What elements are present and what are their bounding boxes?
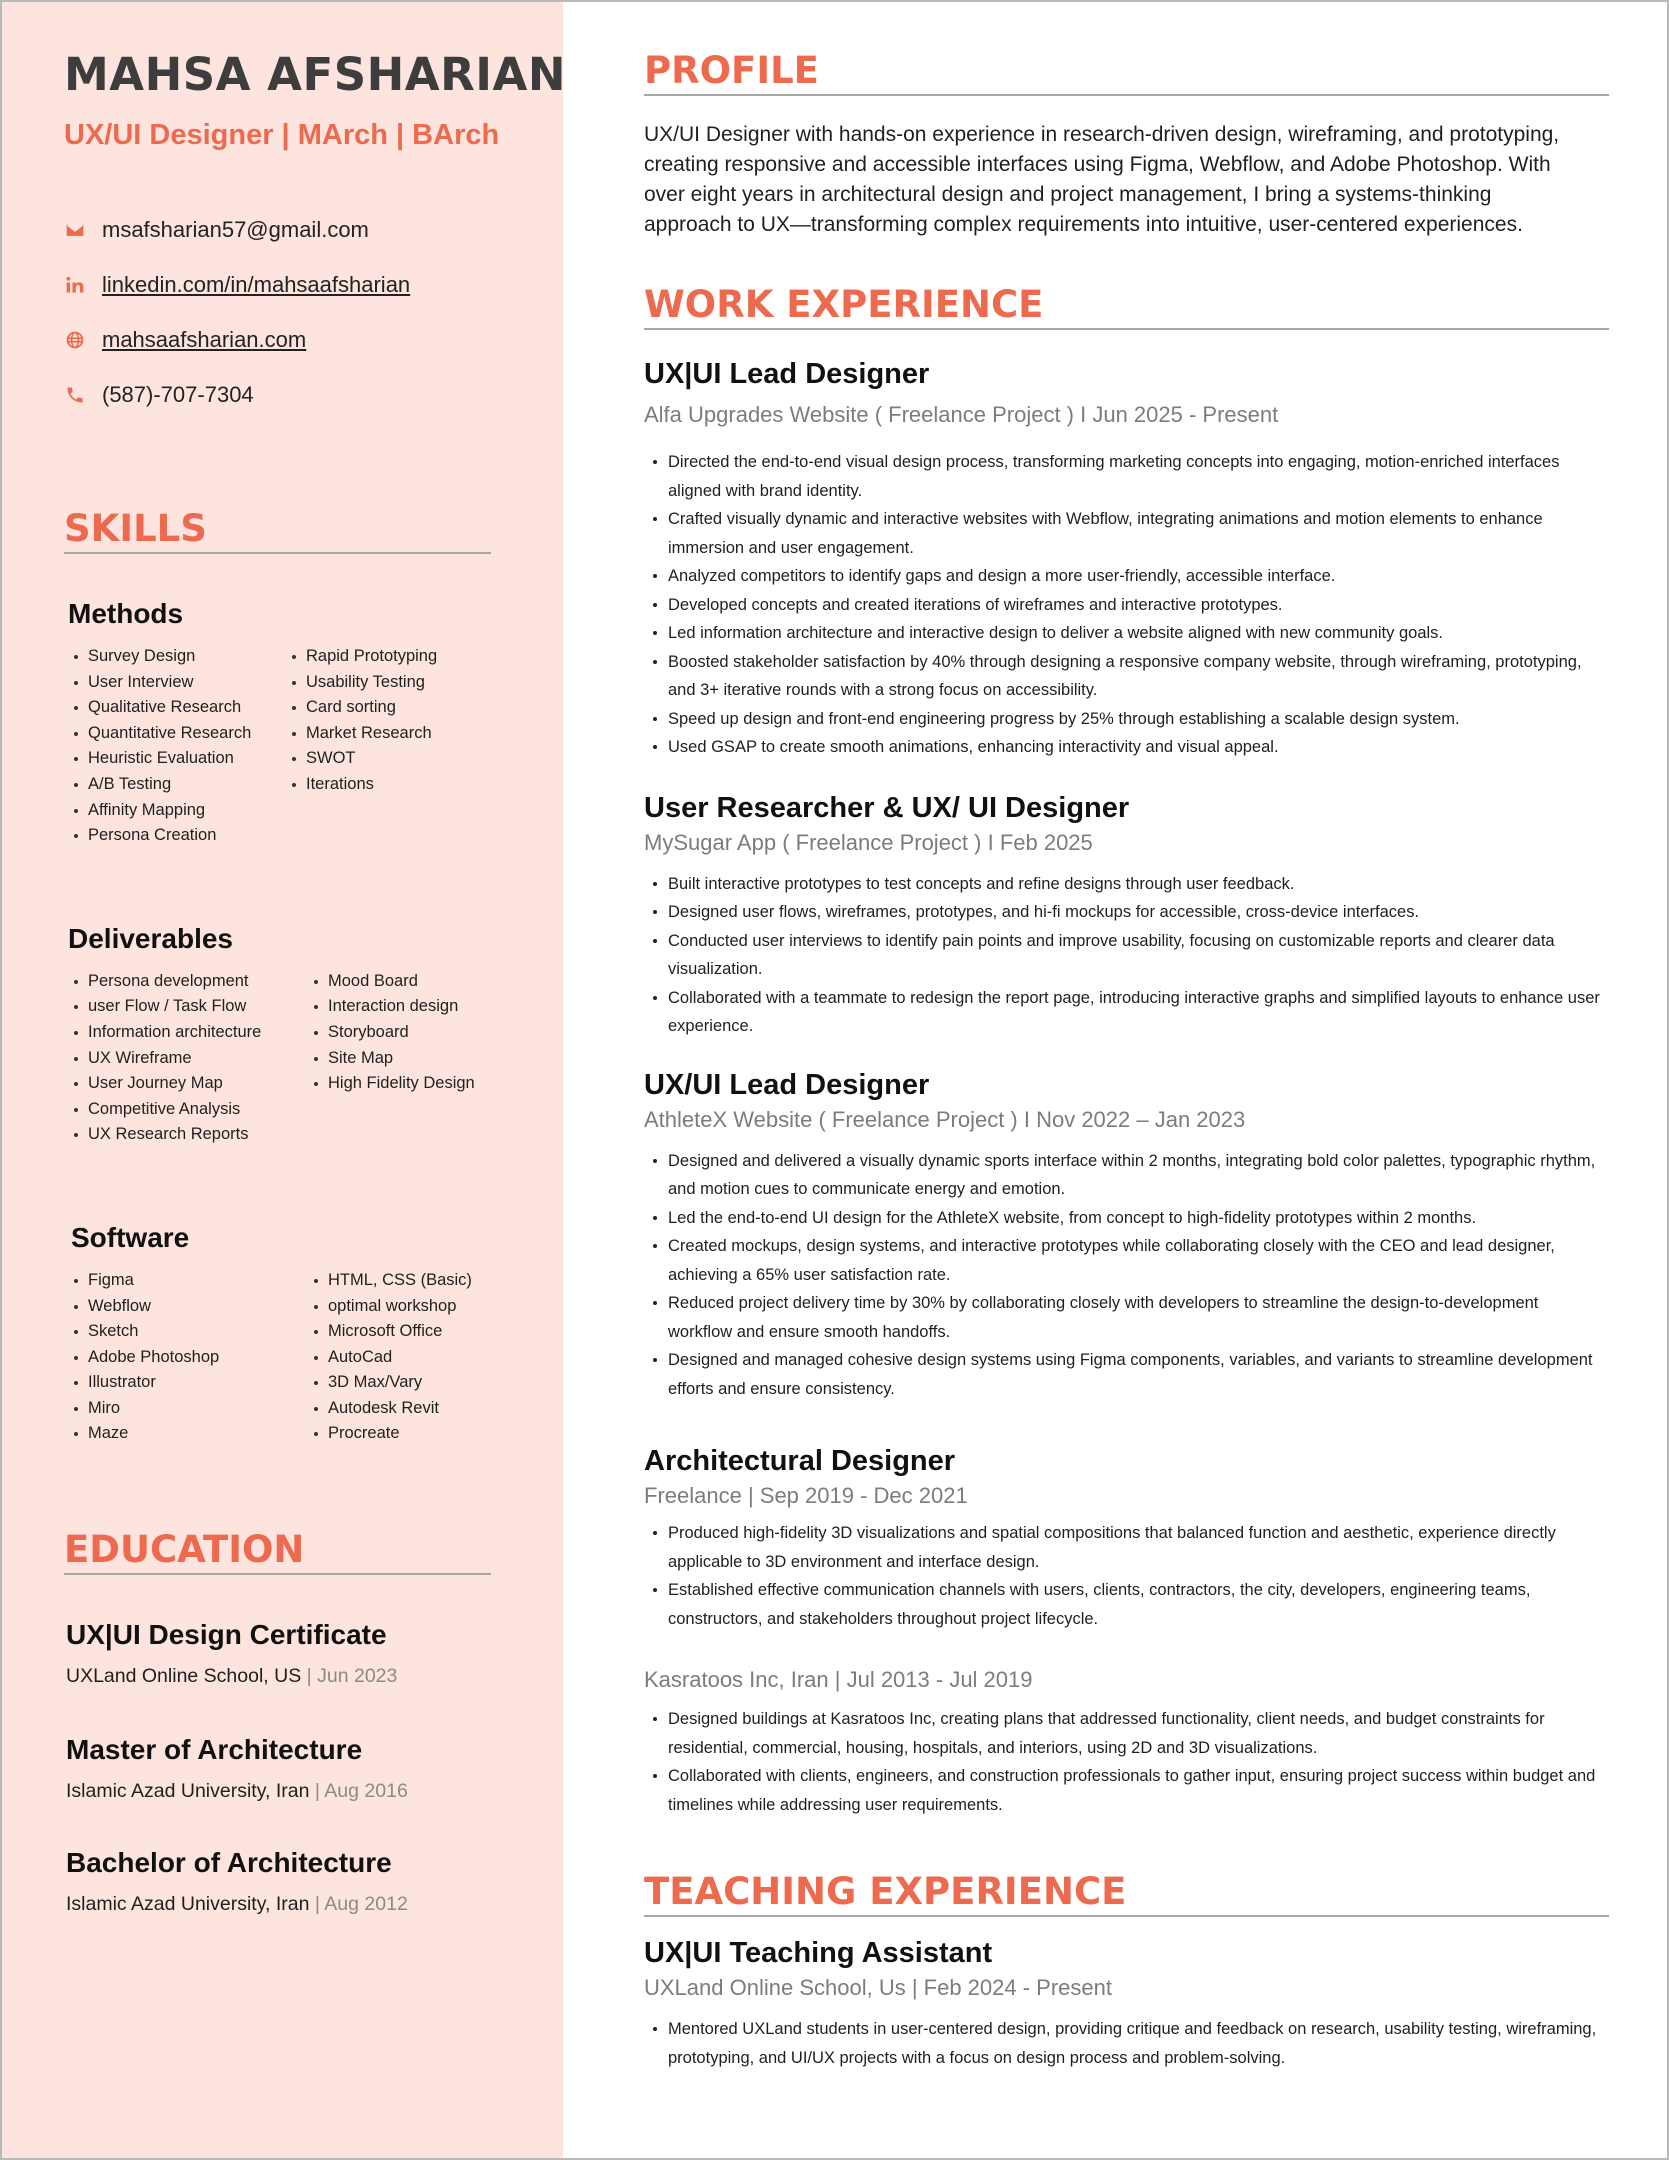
education-entry — [66, 1734, 501, 1803]
website-link[interactable]: mahsaafsharian.com — [102, 326, 307, 352]
list-item: HTML, CSS (Basic) — [312, 1268, 472, 1294]
phone-icon — [64, 384, 86, 406]
list-item: user Flow / Task Flow — [72, 994, 312, 1020]
list-item: Used GSAP to create smooth animations, enhancing interactivity and visual appeal. — [644, 733, 1604, 762]
job-bullets — [644, 870, 1609, 1041]
education-school-line — [66, 1893, 501, 1916]
list-item: Collaborated with a teammate to redesign the report page, introducing interactive graphs and simplified layouts to enhance user experience. — [644, 984, 1604, 1041]
sidebar — [2, 2, 567, 2160]
profile-heading: PROFILE — [644, 48, 1609, 96]
list-item: Competitive Analysis — [72, 1097, 312, 1123]
list-item: Survey Design — [72, 644, 290, 670]
education-title: UX|UI Design Certificate — [66, 1619, 387, 1651]
education-title: Bachelor of Architecture — [66, 1847, 392, 1879]
list-item: Storyboard — [312, 1020, 475, 1046]
list-item: Reduced project delivery time by 30% by collaborating closely with developers to streamline the design-to-development workflow and ensure smooth handoffs. — [644, 1289, 1604, 1346]
software-col-1 — [72, 1268, 312, 1447]
list-item: User Journey Map — [72, 1071, 312, 1097]
list-item: Market Research — [290, 721, 437, 747]
list-item: Led the end-to-end UI design for the AthleteX website, from concept to high-fidelity prototypes within 2 months. — [644, 1204, 1604, 1233]
teaching-title: UX|UI Teaching Assistant — [644, 1937, 993, 1969]
list-item: A/B Testing — [72, 772, 290, 798]
contact-linkedin[interactable] — [64, 257, 501, 312]
job-entry — [644, 1665, 1609, 1819]
education-school-line — [66, 1780, 501, 1803]
linkedin-icon — [64, 274, 86, 296]
teaching-entry — [644, 1935, 1609, 2072]
list-item: High Fidelity Design — [312, 1071, 475, 1097]
list-item: User Interview — [72, 670, 290, 696]
list-item: Designed user flows, wireframes, prototypes, and hi-fi mockups for accessible, cross-device interfaces. — [644, 898, 1604, 927]
list-item: Collaborated with clients, engineers, and construction professionals to gather input, ensuring project success within budget and timelines while addressing user requirements. — [644, 1762, 1604, 1819]
education-school-line — [66, 1665, 501, 1688]
list-item: Illustrator — [72, 1370, 312, 1396]
list-item: Iterations — [290, 772, 437, 798]
main-content — [644, 2, 1609, 2072]
list-item: Figma — [72, 1268, 312, 1294]
list-item: Quantitative Research — [72, 721, 290, 747]
list-item: Information architecture — [72, 1020, 312, 1046]
methods-col-1 — [72, 644, 290, 849]
job-entry — [644, 356, 1609, 762]
list-item: SWOT — [290, 746, 437, 772]
list-item: Qualitative Research — [72, 695, 290, 721]
list-item: Sketch — [72, 1319, 312, 1345]
contact-website[interactable] — [64, 312, 501, 367]
list-item: Interaction design — [312, 994, 475, 1020]
linkedin-link[interactable]: linkedin.com/in/mahsaafsharian — [102, 271, 411, 297]
contact-email[interactable] — [64, 202, 501, 257]
teaching-bullets — [644, 2015, 1609, 2072]
education-title: Master of Architecture — [66, 1734, 363, 1766]
job-bullets — [644, 448, 1609, 762]
list-item: Designed and delivered a visually dynamic sports interface within 2 months, integrating bold color palettes, typographic rhythm, and motion cues to communicate energy and emotion. — [644, 1147, 1604, 1204]
contact-list — [64, 202, 501, 422]
list-item: Webflow — [72, 1294, 312, 1320]
list-item: Heuristic Evaluation — [72, 746, 290, 772]
job-title: UX|UI Lead Designer — [644, 358, 930, 390]
list-item: 3D Max/Vary — [312, 1370, 472, 1396]
education-date: | Jun 2023 — [306, 1665, 398, 1688]
skills-heading: SKILLS — [64, 506, 491, 554]
list-item: Maze — [72, 1421, 312, 1447]
list-item: Microsoft Office — [312, 1319, 472, 1345]
job-bullets — [644, 1147, 1609, 1404]
teaching-subtitle: UXLand Online School, Us | Feb 2024 - Present — [644, 1975, 1112, 2000]
list-item: Designed and managed cohesive design systems using Figma components, variables, and variants to streamline development efforts and ensure consistency. — [644, 1346, 1604, 1403]
education-school: Islamic Azad University, Iran — [66, 1893, 315, 1916]
methods-list — [72, 644, 501, 849]
list-item: Site Map — [312, 1046, 475, 1072]
software-title: Software — [71, 1221, 190, 1253]
methods-col-2 — [290, 644, 437, 849]
job-subtitle: Alfa Upgrades Website ( Freelance Project ) I Jun 2025 - Present — [644, 402, 1279, 427]
education-entry — [66, 1619, 501, 1688]
list-item: Established effective communication channels with users, clients, contractors, the city, developers, engineering teams, constructors, and stakeholders throughout project lifecycle. — [644, 1576, 1604, 1633]
list-item: Analyzed competitors to identify gaps and design a more user-friendly, accessible interface. — [644, 562, 1604, 591]
globe-icon — [64, 329, 86, 351]
list-item: Miro — [72, 1396, 312, 1422]
list-item: Crafted visually dynamic and interactive websites with Webflow, integrating animations and motion elements to enhance immersion and user engagement. — [644, 505, 1604, 562]
job-subtitle: MySugar App ( Freelance Project ) I Feb 2025 — [644, 829, 1093, 855]
job-title: User Researcher & UX/ UI Designer — [644, 791, 1130, 824]
education-school: UXLand Online School, US — [66, 1665, 307, 1688]
profile-summary: UX/UI Designer with hands-on experience in research-driven design, wireframing, and prototyping, creating responsive and accessible interfaces using Figma, Webflow, and Adobe Photoshop. With over eight years in architectural design and project management, I bring a systems-thinking approach to UX—transforming complex requirements into intuitive, user-centered experiences. — [644, 123, 1560, 236]
list-item: Card sorting — [290, 695, 437, 721]
list-item: Rapid Prototyping — [290, 644, 437, 670]
methods-title: Methods — [68, 598, 184, 629]
list-item: Usability Testing — [290, 670, 437, 696]
software-col-2 — [312, 1268, 472, 1447]
email-icon — [64, 219, 86, 241]
contact-phone[interactable] — [64, 367, 501, 422]
list-item: Mentored UXLand students in user-centered design, providing critique and feedback on research, usability testing, wireframing, prototyping, and UI/UX projects with a focus on design process and problem-solving. — [644, 2015, 1604, 2072]
list-item: Directed the end-to-end visual design process, transforming marketing concepts into engaging, motion-enriched interfaces aligned with brand identity. — [644, 448, 1604, 505]
list-item: Procreate — [312, 1421, 472, 1447]
deliverables-list — [72, 969, 501, 1148]
deliverables-col-2 — [312, 969, 475, 1148]
list-item: Built interactive prototypes to test concepts and refine designs through user feedback. — [644, 870, 1604, 899]
job-entry — [644, 1067, 1609, 1404]
candidate-name: MAHSA AFSHARIAN — [64, 48, 567, 101]
email-text[interactable]: msafsharian57@gmail.com — [102, 216, 369, 242]
work-heading: WORK EXPERIENCE — [644, 282, 1609, 330]
list-item: Conducted user interviews to identify pain points and improve usability, focusing on customizable reports and clearer data visualization. — [644, 927, 1604, 984]
list-item: AutoCad — [312, 1345, 472, 1371]
list-item: Affinity Mapping — [72, 798, 290, 824]
phone-text[interactable]: (587)-707-7304 — [102, 381, 254, 407]
job-subtitle: Kasratoos Inc, Iran | Jul 2013 - Jul 2019 — [644, 1667, 1033, 1692]
education-date: | Aug 2012 — [314, 1893, 408, 1916]
list-item: Persona Creation — [72, 823, 290, 849]
list-item: Adobe Photoshop — [72, 1345, 312, 1371]
job-title: Architectural Designer — [644, 1445, 956, 1477]
list-item: Led information architecture and interactive design to deliver a website aligned with new community goals. — [644, 619, 1604, 648]
job-subtitle: Freelance | Sep 2019 - Dec 2021 — [644, 1483, 968, 1508]
job-entry — [644, 1443, 1609, 1633]
list-item: UX Research Reports — [72, 1122, 312, 1148]
list-item: Developed concepts and created iterations of wireframes and interactive prototypes. — [644, 591, 1604, 620]
list-item: Designed buildings at Kasratoos Inc, creating plans that addressed functionality, client needs, and budget constraints for residential, commercial, housing, hospitals, and interiors, using 2D and 3D visualizations. — [644, 1705, 1604, 1762]
software-list — [72, 1268, 501, 1447]
education-entry — [66, 1847, 501, 1916]
job-bullets — [644, 1705, 1609, 1819]
education-heading: EDUCATION — [64, 1527, 491, 1575]
list-item: Produced high-fidelity 3D visualizations and spatial compositions that balanced function and aesthetic, experience directly applicable to 3D environment and interface design. — [644, 1519, 1604, 1576]
deliverables-title: Deliverables — [68, 922, 233, 954]
teaching-heading: TEACHING EXPERIENCE — [644, 1869, 1609, 1917]
education-school: Islamic Azad University, Iran — [66, 1780, 315, 1803]
list-item: Autodesk Revit — [312, 1396, 472, 1422]
list-item: Speed up design and front-end engineering progress by 25% through establishing a scalable design system. — [644, 705, 1604, 734]
job-bullets — [644, 1519, 1609, 1633]
list-item: optimal workshop — [312, 1294, 472, 1320]
education-date: | Aug 2016 — [314, 1780, 408, 1803]
job-title: UX/UI Lead Designer — [644, 1068, 930, 1101]
list-item: Mood Board — [312, 969, 475, 995]
list-item: Persona development — [72, 969, 312, 995]
list-item: UX Wireframe — [72, 1046, 312, 1072]
deliverables-col-1 — [72, 969, 312, 1148]
job-entry — [644, 790, 1609, 1041]
candidate-tagline: UX/UI Designer | MArch | BArch — [64, 119, 500, 151]
list-item: Boosted stakeholder satisfaction by 40% through designing a responsive company website, through wireframing, prototyping, and 3+ iterative rounds with a strong focus on accessibility. — [644, 648, 1604, 705]
job-subtitle: AthleteX Website ( Freelance Project ) I Nov 2022 – Jan 2023 — [644, 1106, 1246, 1132]
list-item: Created mockups, design systems, and interactive prototypes while collaborating closely with the CEO and lead designer, achieving a 65% user satisfaction rate. — [644, 1232, 1604, 1289]
